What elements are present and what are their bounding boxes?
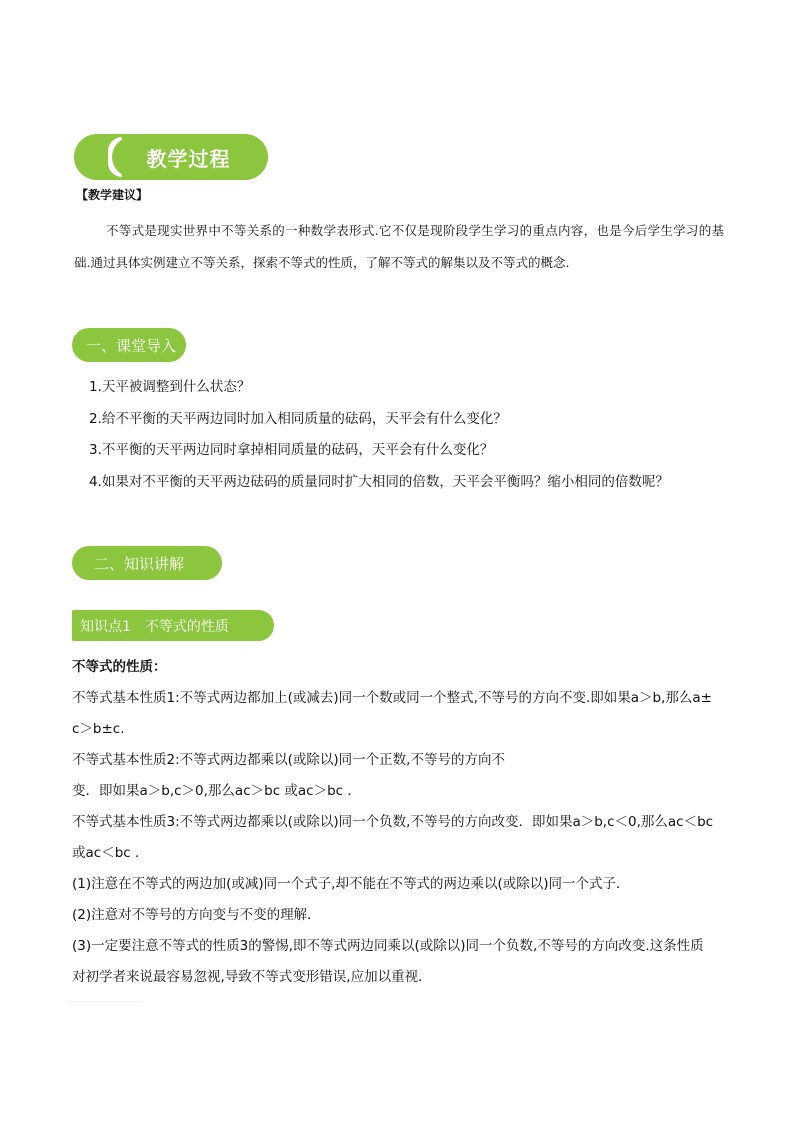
- body-line: 或ac＜bc ．: [72, 845, 149, 861]
- list-item: 4.如果对不平衡的天平两边砝码的质量同时扩大相同的倍数，天平会平衡吗？缩小相同的倍数呢？: [89, 473, 669, 490]
- body-line: 不等式基本性质1:不等式两边都加上(或减去)同一个数或同一个整式,不等号的方向不变.即如果a＞b,那么a±: [72, 690, 712, 706]
- section-header-teaching-process: [74, 134, 268, 180]
- list-item: 2.给不平衡的天平两边同时加入相同质量的砝码，天平会有什么变化？: [89, 410, 507, 427]
- section-title-knowledge: 二、知识讲解: [72, 546, 222, 580]
- question-list: [89, 375, 669, 501]
- teaching-suggestion-label: 【教学建议】: [76, 188, 149, 202]
- teaching-suggestion-text: 不等式是现实世界中不等关系的一种数学表形式.它不仅是现阶段学生学习的重点内容，也是今后学生学习的基础.通过具体实例建立不等关系，探索不等式的性质，了解不等式的解集以及不等式的概念.: [74, 223, 724, 270]
- list-item: 3.不平衡的天平两边同时拿掉相同质量的砝码，天平会有什么变化？: [89, 442, 494, 458]
- body-line: 不等式基本性质2:不等式两边都乘以(或除以)同一个正数,不等号的方向不: [72, 752, 505, 768]
- body-line: (2)注意对不等号的方向变与不变的理解．: [72, 907, 321, 923]
- knowledge-point-tag: 知识点1 不等式的性质: [72, 610, 274, 641]
- footer-divider: [68, 1001, 142, 1002]
- knowledge-body: [72, 657, 726, 998]
- section-title-intro: 一、课堂导入: [72, 328, 186, 362]
- body-line: 不等式基本性质3:不等式两边都乘以(或除以)同一个负数,不等号的方向改变．即如果a＞b,c＜0,那么ac＜bc: [72, 814, 714, 830]
- pill-inner: [112, 137, 265, 177]
- body-line: 不等式的性质：: [72, 659, 167, 675]
- body-line: 变．即如果a＞b,c＞0,那么ac＞bc 或ac＞bc ．: [72, 783, 361, 799]
- body-line: 对初学者来说最容易忽视,导致不等式变形错误,应加以重视．: [72, 969, 432, 985]
- list-item: 1.天平被调整到什么状态？: [89, 379, 251, 395]
- body-line: c＞b±c.: [72, 721, 125, 737]
- page-title: 教学过程: [146, 146, 231, 171]
- body-line: (3)一定要注意不等式的性质3的警惕,即不等式两边同乘以(或除以)同一个负数,不等号的方向改变.这条性质: [72, 938, 704, 954]
- body-line: (1)注意在不等式的两边加(或减)同一个式子,却不能在不等式的两边乘以(或除以)同一个式子．: [72, 876, 630, 892]
